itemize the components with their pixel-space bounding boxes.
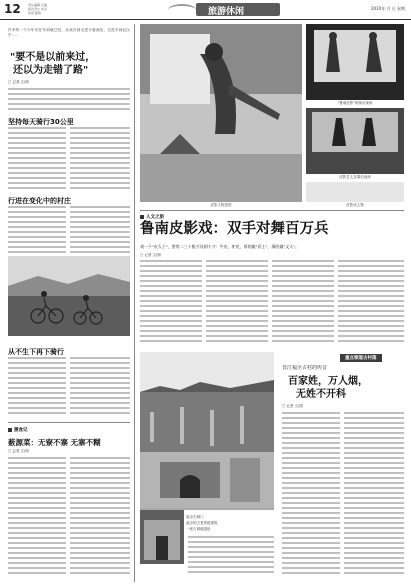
photo-caption-1: 皮影人物造型 — [210, 203, 232, 207]
lead-body-col3 — [8, 206, 66, 254]
feature-deck: 戏一个"皮人子"，要用二三十根刀具刻个刀：牛皮、驴皮，厚的做"武士"，薄的做"文人"。 — [140, 244, 300, 249]
column-divider — [134, 24, 135, 582]
cyclist-photo — [8, 256, 130, 336]
photo-caption-3: 皮影艺人在幕后表演 — [339, 175, 371, 179]
food-body-col1 — [8, 457, 66, 581]
meta-line: 责任编辑 主编 — [28, 3, 47, 7]
village-body-col0 — [188, 536, 274, 580]
lead-headline-line2: 还以为走错了路" — [13, 65, 89, 76]
food-body-col2 — [70, 457, 130, 581]
food-tag: 摄食记 — [8, 427, 28, 433]
puppet-show-photo — [140, 24, 302, 202]
header-date: 2010年 月 日 星期 — [371, 6, 405, 11]
photo-caption-4: 皮影戏人物 — [346, 203, 364, 207]
village-body-col1 — [282, 412, 340, 580]
subhead-never-stop: 从不生下再下骑行 — [8, 348, 64, 356]
page-number: 12 — [4, 2, 21, 16]
lead-body-col4 — [70, 206, 130, 254]
feature-body-col4 — [338, 260, 404, 348]
meta-line: 电话 邮箱 — [28, 11, 41, 15]
village-headline-line2: 无姓不开科 — [296, 389, 346, 400]
village-kicker: 晋江福全古村的传音 — [282, 365, 328, 371]
section-divider — [8, 422, 130, 423]
feature-kicker: 人文之旅 — [140, 214, 164, 220]
lead-body-col1 — [8, 127, 66, 193]
meta-line: 版式设计 校对 — [28, 7, 47, 11]
feature-body-col1 — [140, 260, 202, 348]
subhead-changing-village: 行进在变化中的村庄 — [8, 197, 71, 205]
old-house-photo — [140, 510, 184, 564]
lead-body-col2 — [70, 127, 130, 193]
puppet-figure-photo — [306, 182, 404, 202]
caption-line: 福全的古老传统建筑 — [186, 521, 218, 525]
feature-body-col3 — [272, 260, 334, 348]
puppet-backstage-photo — [306, 108, 404, 174]
village-tag: 重点领道古村落 — [340, 354, 382, 362]
food-byline: □ 记者 文/图 — [8, 449, 29, 453]
feature-body-col2 — [206, 260, 268, 348]
lead-body-text — [8, 88, 130, 114]
banner-swirl-icon — [168, 4, 196, 16]
photo-caption-2: "鲁南皮影"的演出现场 — [337, 101, 373, 105]
food-headline: 薮源菜：无寮不寨 无寨不糊 — [8, 438, 101, 447]
lead-body-col5 — [8, 357, 66, 417]
section-title: 旅游休闲 — [208, 7, 245, 17]
village-body-col2 — [344, 412, 404, 580]
city-gate-photo — [140, 452, 274, 508]
page-header — [0, 0, 411, 20]
header-rule — [0, 19, 411, 20]
caption-line: 一座古城墙遗址 — [186, 527, 211, 531]
lead-byline: □ 记者 文/图 — [8, 80, 29, 84]
lead-intro: 许多的一个少年们在年前就已经，从戏台到走进小巷深处，走进乡间社区中…… — [8, 28, 130, 37]
subhead-daily-ride: 坚持每天骑行30公里 — [8, 118, 74, 126]
village-photo-captions — [186, 514, 274, 532]
village-headline-line1: 百家姓，万人烟， — [288, 376, 368, 387]
section-banner — [196, 3, 280, 16]
lead-body-col6 — [70, 357, 130, 417]
paper-meta — [28, 3, 108, 15]
lead-headline-line1: "要不是以前来过， — [10, 52, 96, 63]
puppet-stage-photo — [306, 24, 404, 100]
feature-byline: □ 记者 文/图 — [140, 253, 161, 257]
feature-headline: 鲁南皮影戏：双手对舞百万兵 — [140, 221, 329, 237]
caption-line: 福全古城门 — [186, 515, 204, 519]
feature-top-rule — [140, 210, 404, 211]
village-byline: □ 记者 文/图 — [282, 404, 303, 408]
